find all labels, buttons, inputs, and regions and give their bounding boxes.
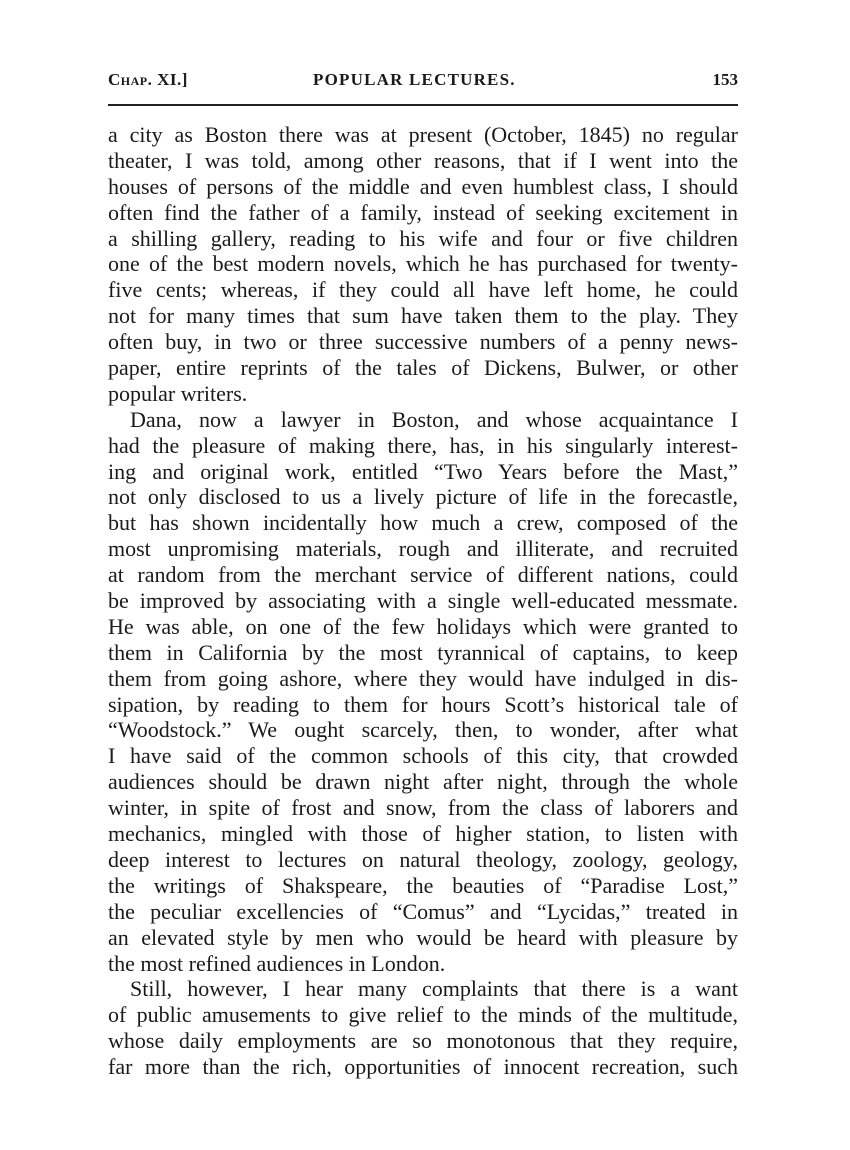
paragraph xyxy=(108,122,738,407)
text-line: whose daily employments are so monotonous that they require, xyxy=(108,1028,738,1054)
text-line: often buy, in two or three successive numbers of a penny news- xyxy=(108,329,738,355)
chapter-marker: Chap. XI.] xyxy=(108,70,188,89)
text-line: audiences should be drawn night after night, through the whole xyxy=(108,769,738,795)
text-line: not for many times that sum have taken them to the play. They xyxy=(108,303,738,329)
text-line: often find the father of a family, instead of seeking excitement in xyxy=(108,199,738,225)
text-line: “Woodstock.” We ought scarcely, then, to wonder, after what xyxy=(108,717,738,743)
text-line: be improved by associating with a single well-educated messmate. xyxy=(108,588,738,614)
text-line: popular writers. xyxy=(108,380,248,406)
text-line: I have said of the common schools of this city, that crowded xyxy=(108,743,738,769)
text-line: the writings of Shakspeare, the beauties of “Paradise Lost,” xyxy=(108,872,738,898)
text-line: mechanics, mingled with those of higher station, to listen with xyxy=(108,821,738,847)
text-line: one of the best modern novels, which he has purchased for twenty- xyxy=(108,251,738,277)
text-line: the peculiar excellencies of “Comus” and “Lycidas,” treated in xyxy=(108,898,738,924)
text-line: Dana, now a lawyer in Boston, and whose acquaintance I xyxy=(130,406,738,432)
text-line: but has shown incidentally how much a crew, composed of the xyxy=(108,510,738,536)
text-line: houses of persons of the middle and even humblest class, I should xyxy=(108,173,738,199)
paragraph xyxy=(108,976,738,1080)
text-line: a city as Boston there was at present (October, 1845) no regular xyxy=(108,122,738,147)
text-line: had the pleasure of making there, has, in his singularly interest- xyxy=(108,432,738,458)
text-line: them from going ashore, where they would have indulged in dis- xyxy=(108,665,738,691)
text-line: Still, however, I hear many complaints that there is a want xyxy=(130,976,738,1002)
body-text xyxy=(108,122,738,1080)
text-line: of public amusements to give relief to the minds of the multitude, xyxy=(108,1002,738,1028)
text-line: winter, in spite of frost and snow, from the class of laborers and xyxy=(108,795,738,821)
text-line: He was able, on one of the few holidays which were granted to xyxy=(108,613,738,639)
section-title: POPULAR LECTURES. xyxy=(313,70,516,89)
page-number: 153 xyxy=(712,70,738,89)
text-line: deep interest to lectures on natural theology, zoology, geology, xyxy=(108,846,738,872)
text-line: at random from the merchant service of different nations, could xyxy=(108,562,738,588)
paragraph xyxy=(108,407,738,977)
text-line: them in California by the most tyrannical of captains, to keep xyxy=(108,639,738,665)
text-line: the most refined audiences in London. xyxy=(108,950,446,976)
text-line: not only disclosed to us a lively picture of life in the forecastle, xyxy=(108,484,738,510)
text-line: far more than the rich, opportunities of innocent recreation, such xyxy=(108,1054,738,1080)
header-rule xyxy=(108,104,738,106)
text-line: a shilling gallery, reading to his wife and four or five children xyxy=(108,225,738,251)
text-line: most unpromising materials, rough and illiterate, and recruited xyxy=(108,536,738,562)
text-line: five cents; whereas, if they could all have left home, he could xyxy=(108,277,738,303)
text-line: ing and original work, entitled “Two Years before the Mast,” xyxy=(108,458,738,484)
text-line: paper, entire reprints of the tales of Dickens, Bulwer, or other xyxy=(108,355,738,381)
text-line: theater, I was told, among other reasons, that if I went into the xyxy=(108,147,738,173)
text-line: an elevated style by men who would be heard with pleasure by xyxy=(108,924,738,950)
running-head xyxy=(108,70,738,100)
text-line: sipation, by reading to them for hours Scott’s historical tale of xyxy=(108,691,738,717)
